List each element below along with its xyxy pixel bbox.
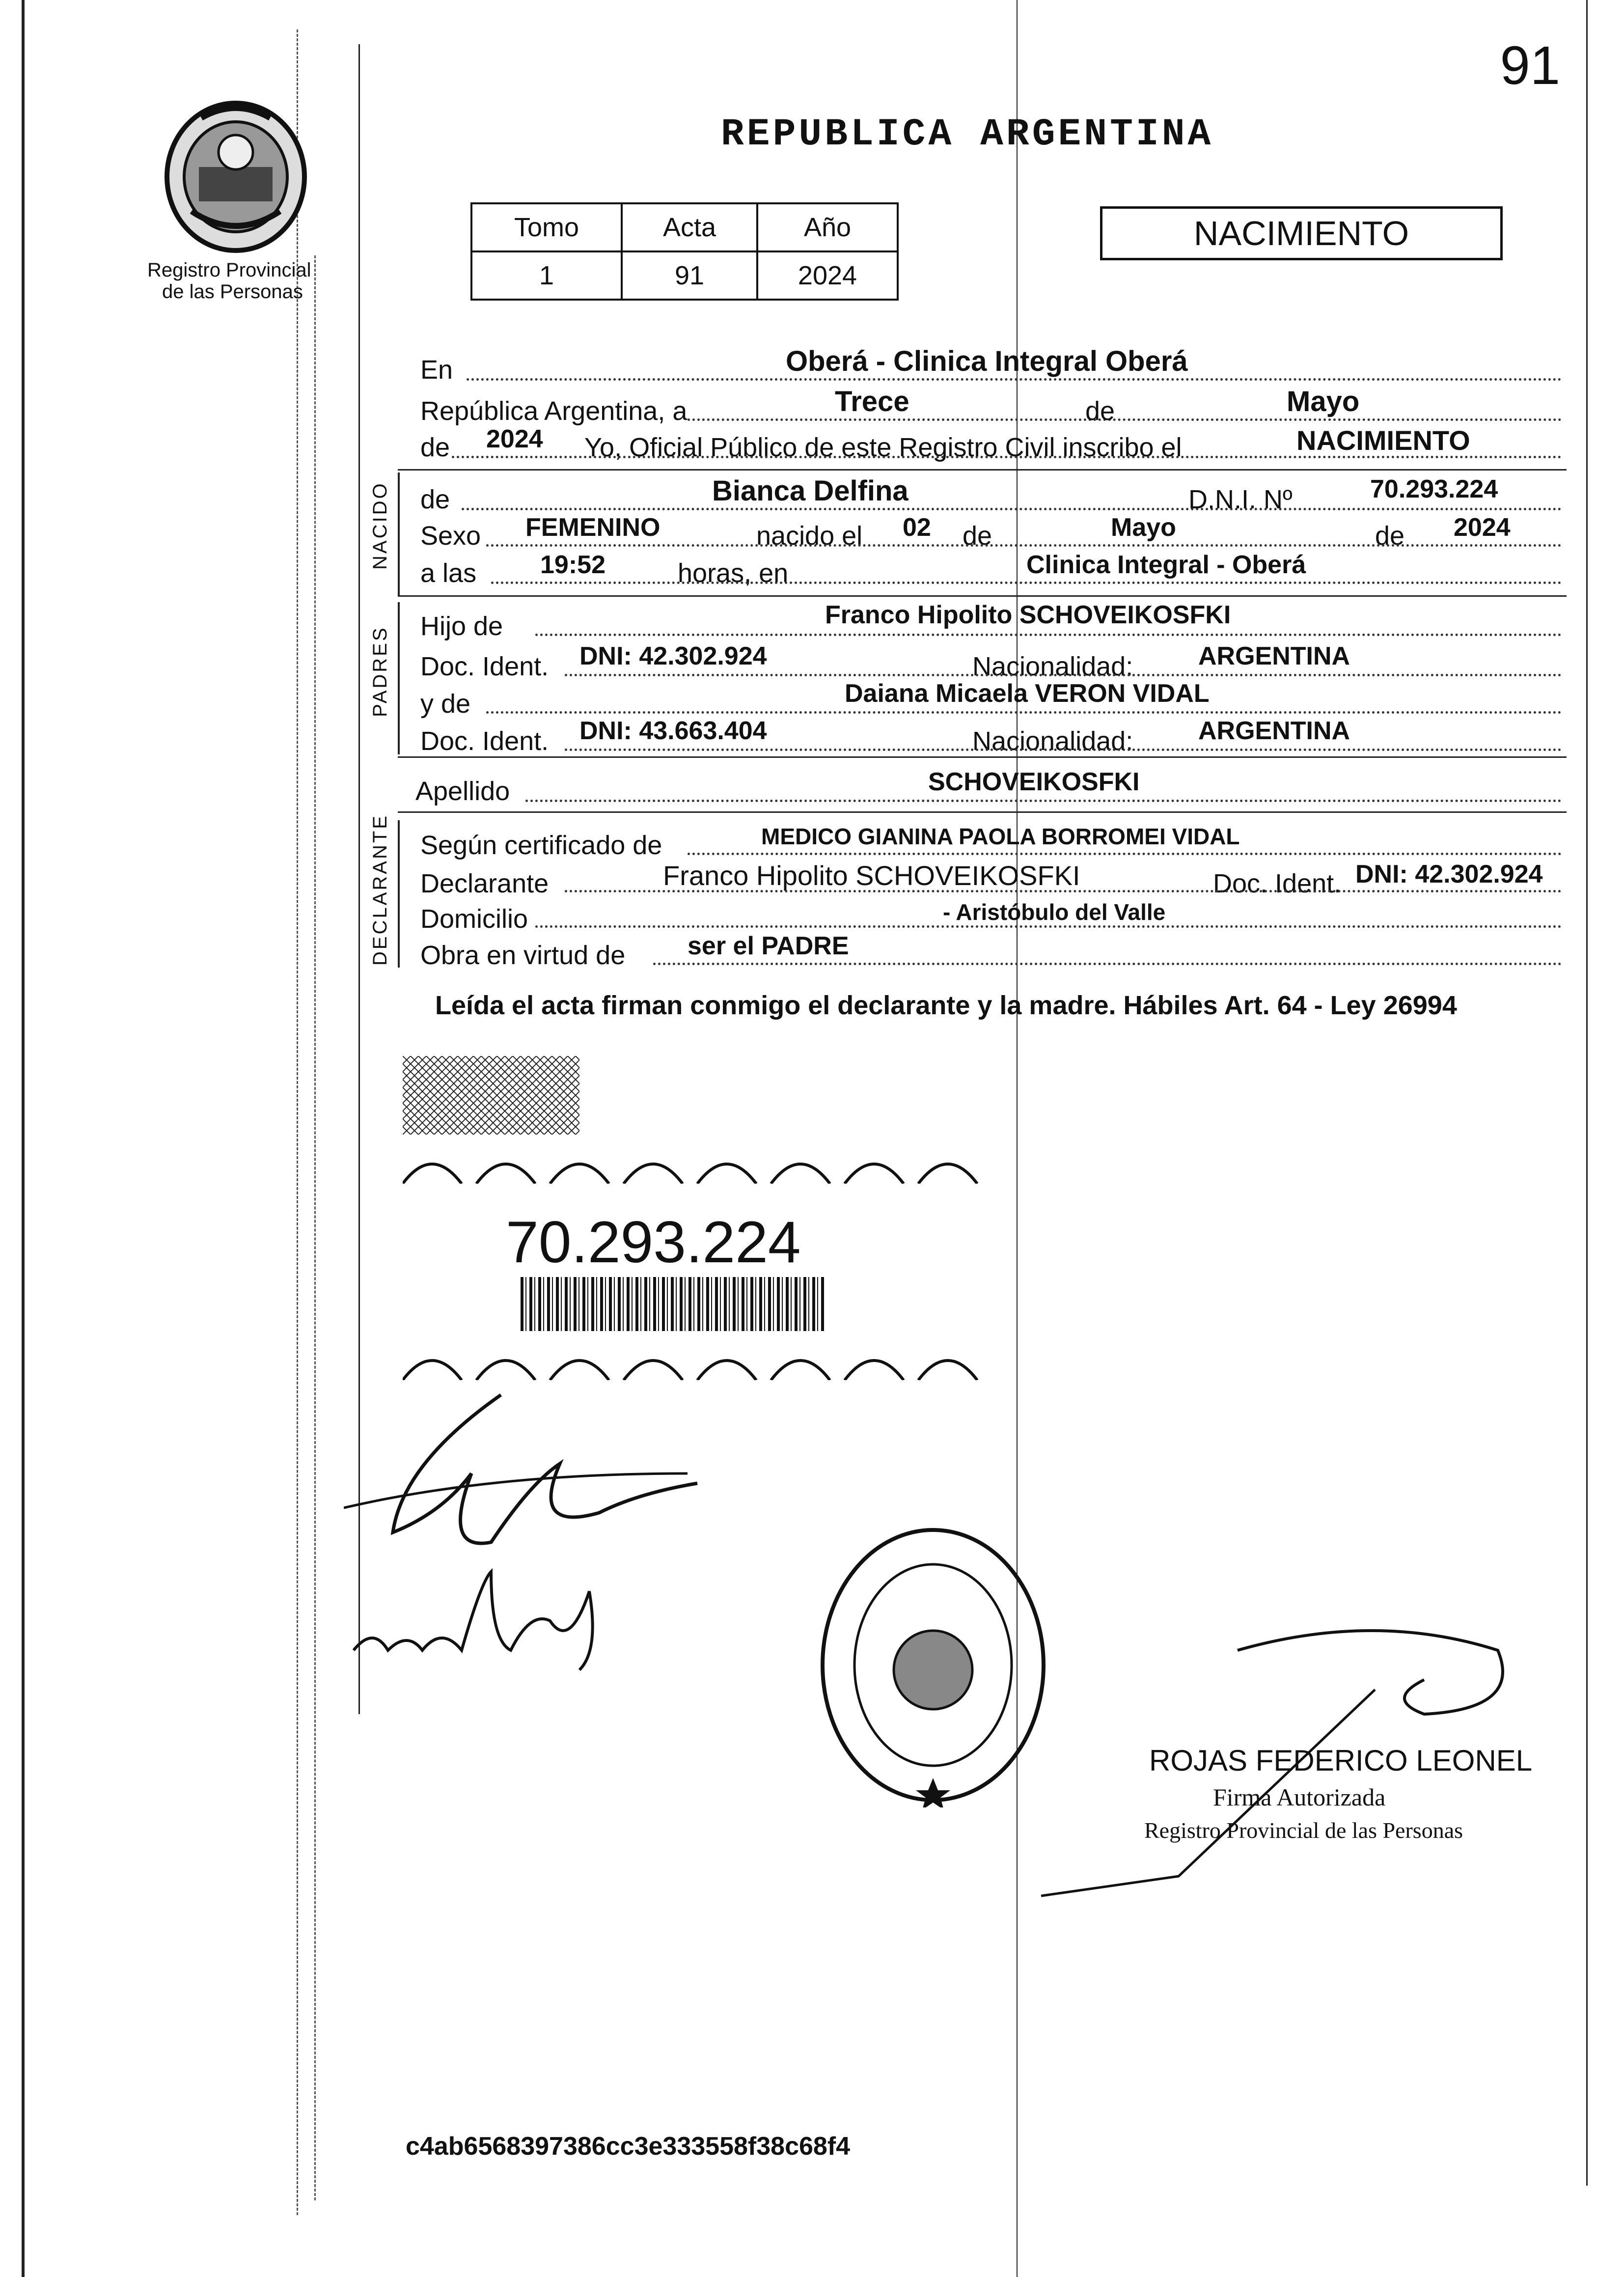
republica-label: República Argentina, a	[420, 396, 688, 426]
birth-place: Clinica Integral - Oberá	[1026, 551, 1306, 579]
official-stamp	[815, 1523, 1051, 1807]
nacido-de-label: de	[420, 485, 450, 514]
dom-label: Domicilio	[420, 904, 528, 934]
nacido-divider	[398, 595, 1567, 597]
apellido-dots	[525, 800, 1562, 802]
hijo-de-label: Hijo de	[420, 611, 503, 641]
security-pattern-bottom	[403, 1331, 997, 1380]
official-org: Registro Provincial de las Personas	[1144, 1818, 1463, 1843]
header-anio: Año	[757, 203, 898, 251]
left-edge-rule	[22, 0, 25, 2277]
decl-doc-label: Doc. Ident.	[1213, 869, 1342, 898]
header-acta: Acta	[622, 203, 757, 251]
apellido-value: SCHOVEIKOSFKI	[928, 768, 1140, 796]
father-doc-label: Doc. Ident.	[420, 652, 549, 681]
year-value: 2024	[486, 425, 543, 453]
father-doc-dots	[565, 674, 1562, 676]
mother-nat: ARGENTINA	[1198, 717, 1350, 745]
fold-line	[1017, 0, 1018, 2277]
republica-dots	[688, 418, 1562, 421]
barcode	[521, 1277, 825, 1331]
cert-dots	[688, 853, 1562, 855]
document-title: REPUBLICA ARGENTINA	[721, 113, 1214, 156]
decl-label: Declarante	[420, 869, 549, 898]
cert-value: MEDICO GIANINA PAOLA BORROMEI VIDAL	[761, 824, 1240, 849]
father-dots	[535, 634, 1562, 636]
obra-value: ser el PADRE	[688, 932, 849, 960]
de-label-1: de	[1085, 396, 1115, 426]
padres-section-label: PADRES	[369, 626, 391, 717]
official-name: ROJAS FEDERICO LEONEL	[1149, 1744, 1533, 1777]
birth-time: 19:52	[540, 551, 606, 579]
dni-label: D.N.I. Nº	[1188, 485, 1293, 514]
left-dash-rule-1	[297, 29, 298, 2215]
cert-label: Según certificado de	[420, 831, 662, 860]
sexo-value: FEMENINO	[525, 513, 661, 542]
mother-signature	[344, 1552, 619, 1699]
nacido-section-label: NACIDO	[369, 481, 391, 570]
provincial-seal	[157, 98, 314, 255]
dom-dots	[535, 925, 1562, 928]
decl-name: Franco Hipolito SCHOVEIKOSFKI	[663, 860, 1080, 891]
left-dash-rule-2	[314, 255, 316, 2200]
sexo-dots	[486, 544, 1562, 547]
official-title: Firma Autorizada	[1213, 1783, 1386, 1811]
mother-nat-label: Nacionalidad:	[972, 726, 1133, 756]
declarante-bracket	[398, 820, 400, 968]
obra-label: Obra en virtud de	[420, 941, 626, 970]
registry-line-2: de las Personas	[162, 281, 303, 303]
child-name: Bianca Delfina	[712, 475, 908, 507]
birth-de-label-2: de	[1375, 521, 1405, 551]
time-dots	[491, 582, 1562, 584]
father-nat-label: Nacionalidad:	[972, 652, 1133, 681]
day-value: Trece	[835, 386, 909, 417]
father-name: Franco Hipolito SCHOVEIKOSFKI	[825, 601, 1231, 629]
security-pattern-top	[403, 1135, 997, 1184]
document-hash: c4ab6568397386cc3e333558f38c68f4	[406, 2132, 851, 2161]
record-table	[470, 202, 899, 301]
barcode-number: 70.293.224	[506, 1209, 801, 1275]
a-las-label: a las	[420, 558, 477, 588]
mother-doc-dots	[565, 749, 1562, 751]
apellido-label: Apellido	[415, 777, 510, 806]
en-dots	[467, 378, 1562, 381]
decl-doc: DNI: 42.302.924	[1355, 860, 1543, 889]
decl-dots	[565, 890, 1562, 892]
header-tomo: Tomo	[471, 203, 622, 251]
closing-text: Leída el acta firman conmigo el declarante y la madre. Hábiles Art. 64 - Ley 26994	[435, 991, 1457, 1020]
padres-divider	[398, 756, 1567, 758]
intro-divider	[398, 469, 1567, 471]
year-prefix: de	[420, 433, 450, 462]
obra-dots	[653, 963, 1562, 965]
fingerprint-hatch	[403, 1056, 579, 1135]
nacido-bracket	[398, 472, 400, 595]
declarante-section-label: DECLARANTE	[369, 814, 391, 966]
value-anio: 2024	[757, 251, 898, 300]
registry-line-1: Registro Provincial	[147, 259, 311, 281]
mother-name: Daiana Micaela VERON VIDAL	[845, 679, 1210, 708]
act-value: NACIMIENTO	[1296, 425, 1470, 456]
child-dni: 70.293.224	[1370, 475, 1498, 503]
nacido-el-label: nacido el	[756, 521, 863, 551]
right-edge-rule	[1586, 0, 1588, 2186]
official-text: Yo, Oficial Público de este Registro Civil inscribo el	[584, 433, 1182, 462]
horas-label: horas, en	[678, 558, 789, 588]
en-label: En	[420, 355, 453, 385]
birth-month: Mayo	[1111, 513, 1176, 542]
birth-day: 02	[903, 513, 931, 542]
father-nat: ARGENTINA	[1198, 642, 1350, 670]
value-tomo: 1	[471, 251, 622, 300]
sexo-label: Sexo	[420, 521, 481, 551]
record-type-box: NACIMIENTO	[1100, 206, 1503, 260]
mother-doc-label: Doc. Ident.	[420, 726, 549, 756]
month-value: Mayo	[1287, 386, 1360, 417]
place-value: Oberá - Clinica Integral Oberá	[786, 345, 1188, 377]
mother-dots	[486, 711, 1562, 714]
nacido-name-dots	[462, 508, 1562, 510]
birth-year: 2024	[1454, 513, 1511, 542]
birth-de-label: de	[963, 521, 992, 551]
father-doc: DNI: 42.302.924	[579, 642, 767, 670]
mother-doc: DNI: 43.663.404	[579, 717, 767, 745]
dom-value: - Aristóbulo del Valle	[943, 899, 1166, 925]
y-de-label: y de	[420, 689, 471, 719]
apellido-divider	[398, 811, 1567, 813]
page-number: 91	[1500, 35, 1560, 96]
padres-bracket	[398, 602, 400, 754]
value-acta: 91	[622, 251, 757, 300]
